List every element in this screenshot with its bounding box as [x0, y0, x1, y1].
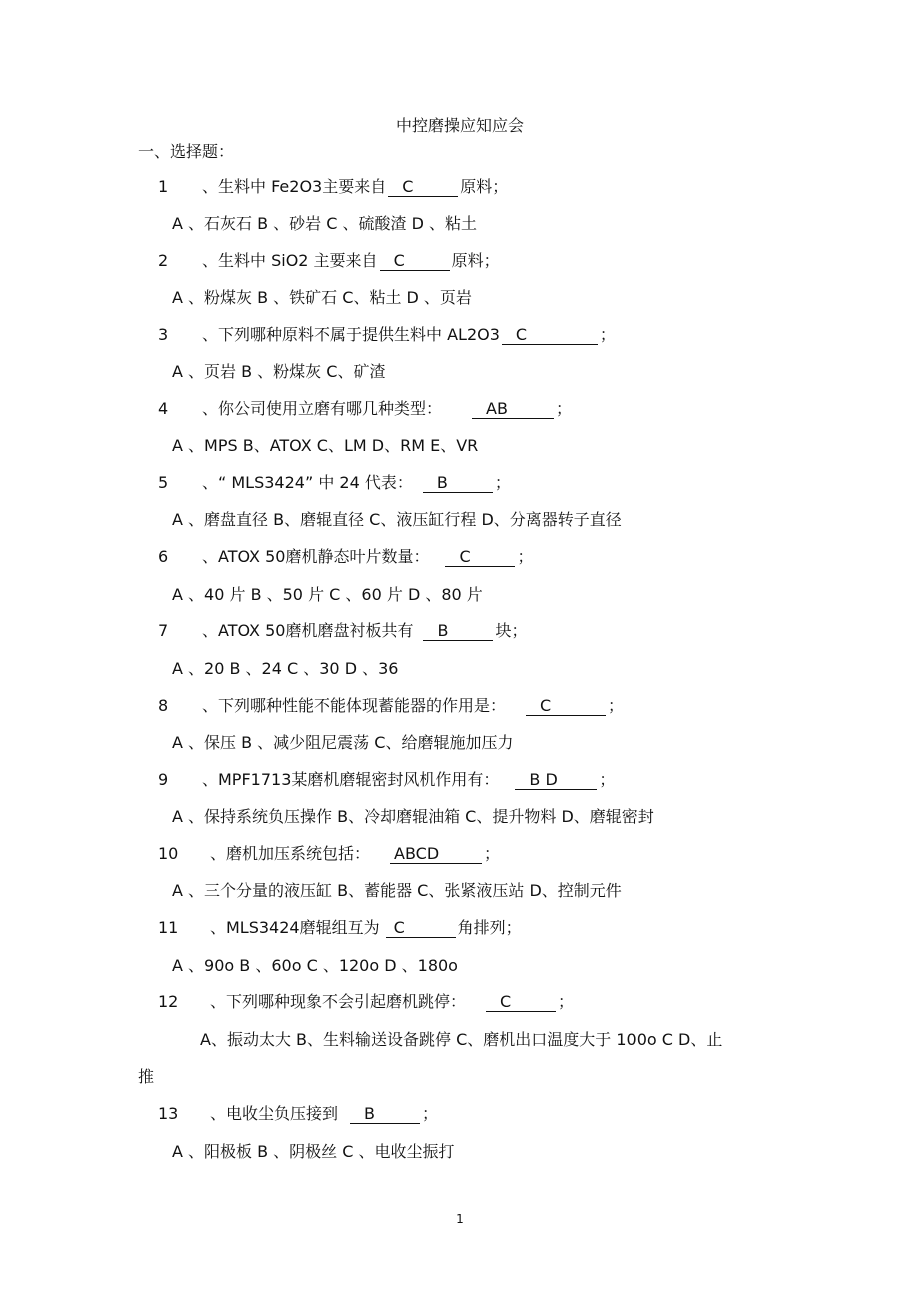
- options-3: A 、页岩 B 、粉煤灰 C、矿渣: [172, 362, 386, 381]
- question-number: 2: [158, 251, 169, 270]
- question-10: [158, 844, 500, 864]
- options-12: A、振动太大 B、生料输送设备跳停 C、磨机出口温度大于 100o C D、止: [200, 1030, 723, 1049]
- answer-blank: C: [502, 326, 598, 345]
- question-11: [158, 918, 522, 938]
- question-number: 13: [158, 1104, 179, 1123]
- section-heading: 一、选择题：: [138, 142, 235, 161]
- question-number: 4: [158, 399, 169, 418]
- question-number: 10: [158, 844, 179, 863]
- question-number: 5: [158, 473, 169, 492]
- question-suffix: 块；: [495, 621, 528, 640]
- question-text: 、你公司使用立磨有哪几种类型：: [202, 399, 443, 418]
- question-number: 8: [158, 696, 169, 715]
- question-suffix: ；: [494, 473, 511, 492]
- question-4: [158, 399, 572, 419]
- answer-blank: C: [380, 252, 450, 271]
- question-text: 、ATOX 50磨机磨盘衬板共有: [202, 621, 414, 640]
- question-text: 、生料中 SiO2 主要来自: [202, 251, 378, 270]
- question-number: 7: [158, 621, 169, 640]
- answer-blank: C: [526, 697, 606, 716]
- question-number: 3: [158, 325, 169, 344]
- options-6: A 、40 片 B 、50 片 C 、60 片 D 、80 片: [172, 585, 483, 604]
- options-12-continued: 推: [138, 1067, 155, 1086]
- options-9: A 、保持系统负压操作 B、冷却磨辊油箱 C、提升物料 D、磨辊密封: [172, 807, 654, 826]
- question-suffix: ；: [517, 547, 534, 566]
- options-8: A 、保压 B 、减少阻尼震荡 C、给磨辊施加压力: [172, 733, 514, 752]
- question-number: 9: [158, 770, 169, 789]
- question-6: [158, 547, 533, 567]
- options-5: A 、磨盘直径 B、磨辊直径 C、液压缸行程 D、分离器转子直径: [172, 510, 622, 529]
- answer-blank: B: [423, 622, 493, 641]
- question-text: 、下列哪种性能不能体现蓄能器的作用是：: [202, 696, 507, 715]
- options-10: A 、三个分量的液压缸 B、蓄能器 C、张紧液压站 D、控制元件: [172, 881, 622, 900]
- question-suffix: 原料；: [451, 251, 500, 270]
- question-suffix: ；: [608, 696, 625, 715]
- question-number: 12: [158, 992, 179, 1011]
- question-text: 、ATOX 50磨机静态叶片数量：: [202, 547, 430, 566]
- question-suffix: ；: [484, 844, 501, 863]
- question-text: 、电收尘负压接到: [210, 1104, 339, 1123]
- question-suffix: ；: [558, 992, 575, 1011]
- question-13: [158, 1104, 438, 1124]
- options-1: A 、石灰石 B 、砂岩 C 、硫酸渣 D 、粘土: [172, 214, 478, 233]
- question-suffix: ；: [599, 770, 616, 789]
- question-9: [158, 770, 615, 790]
- question-3: [158, 325, 616, 345]
- answer-blank: B: [350, 1105, 420, 1124]
- question-text: 、MPF1713某磨机磨辊密封风机作用有：: [202, 770, 500, 789]
- answer-blank: ABCD: [390, 845, 482, 864]
- question-number: 11: [158, 918, 179, 937]
- question-5: [158, 473, 511, 493]
- question-suffix: 角排列；: [457, 918, 522, 937]
- options-4: A 、MPS B、ATOX C、LM D、RM E、VR: [172, 436, 479, 455]
- question-text: 、磨机加压系统包括：: [210, 844, 371, 863]
- page-number: 1: [456, 1212, 464, 1226]
- question-text: 、下列哪种原料不属于提供生料中 AL2O3: [202, 325, 500, 344]
- options-7: A 、20 B 、24 C 、30 D 、36: [172, 659, 399, 678]
- answer-blank: C: [445, 548, 515, 567]
- question-text: 、“ MLS3424” 中 24 代表：: [202, 473, 413, 492]
- question-number: 6: [158, 547, 169, 566]
- question-suffix: ；: [599, 325, 616, 344]
- answer-blank: C: [486, 993, 556, 1012]
- document-title: 中控磨操应知应会: [395, 116, 524, 135]
- options-13: A 、阳极板 B 、阴极丝 C 、电收尘振打: [172, 1142, 455, 1161]
- question-12: [158, 992, 574, 1012]
- question-text: 、下列哪种现象不会引起磨机跳停：: [210, 992, 467, 1011]
- question-1: [158, 177, 508, 197]
- question-suffix: ；: [422, 1104, 439, 1123]
- answer-blank: C: [386, 919, 456, 938]
- question-number: 1: [158, 177, 169, 196]
- question-2: [158, 251, 500, 271]
- answer-blank: B D: [515, 771, 597, 790]
- question-text: 、生料中 Fe2O3主要来自: [202, 177, 387, 196]
- question-suffix: 原料；: [460, 177, 509, 196]
- options-2: A 、粉煤灰 B 、铁矿石 C、粘土 D 、页岩: [172, 288, 472, 307]
- answer-blank: B: [423, 474, 493, 493]
- answer-blank: AB: [472, 400, 554, 419]
- question-8: [158, 696, 624, 716]
- options-11: A 、90o B 、60o C 、120o D 、180o: [172, 956, 458, 975]
- question-7: [158, 621, 527, 641]
- question-suffix: ；: [556, 399, 573, 418]
- answer-blank: C: [388, 178, 458, 197]
- question-text: 、MLS3424磨辊组互为: [210, 918, 380, 937]
